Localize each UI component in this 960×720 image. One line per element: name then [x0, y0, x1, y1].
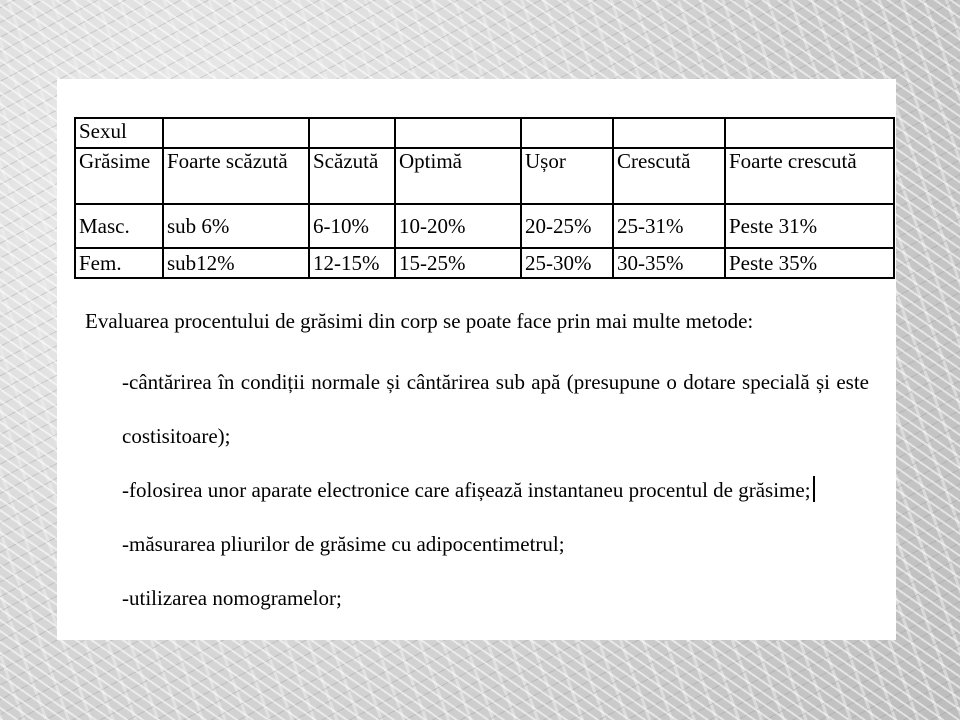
list-item: -cântărirea în condiții normale și cântărirea sub apă (presupune o dotare specială și este costisitoare);: [122, 370, 869, 448]
category-header: Crescută: [613, 148, 725, 204]
slide: [57, 79, 896, 640]
empty-cell: [309, 118, 395, 148]
table-cell: 30-35%: [613, 248, 725, 278]
table-header-row-sex: [75, 118, 894, 148]
methods-list: [122, 355, 869, 625]
table-header-row-categories: [75, 148, 894, 204]
empty-cell: [521, 118, 613, 148]
empty-cell: [613, 118, 725, 148]
category-header: Foarte crescută: [725, 148, 894, 204]
list-item-text: -folosirea unor aparate electronice care afișează instantaneu procentul de grăsime;: [122, 478, 811, 502]
category-header: Foarte scăzută: [163, 148, 309, 204]
table-cell: Peste 35%: [725, 248, 894, 278]
row-label: Masc.: [75, 204, 163, 248]
category-header: Ușor: [521, 148, 613, 204]
table-cell: 12-15%: [309, 248, 395, 278]
empty-cell: [163, 118, 309, 148]
category-header: Optimă: [395, 148, 521, 204]
table-cell: sub12%: [163, 248, 309, 278]
table-cell: 25-30%: [521, 248, 613, 278]
table-cell: 20-25%: [521, 204, 613, 248]
body-fat-table: [74, 117, 895, 279]
list-item: -utilizarea nomogramelor;: [122, 586, 342, 610]
corner-cell-sex: Sexul: [75, 118, 163, 148]
intro-paragraph: Evaluarea procentului de grăsimi din corp se poate face prin mai multe metode:: [85, 309, 754, 333]
corner-cell-fat: Grăsime: [75, 148, 163, 204]
table-cell: 15-25%: [395, 248, 521, 278]
table-cell: sub 6%: [163, 204, 309, 248]
table-cell: 25-31%: [613, 204, 725, 248]
list-item: -măsurarea pliurilor de grăsime cu adipocentimetrul;: [122, 532, 565, 556]
list-item: [122, 463, 869, 517]
text-cursor: [813, 476, 815, 502]
empty-cell: [725, 118, 894, 148]
table-row: [75, 248, 894, 278]
empty-cell: [395, 118, 521, 148]
methods-text: [85, 307, 875, 625]
table-row: [75, 204, 894, 248]
table-cell: 6-10%: [309, 204, 395, 248]
row-label: Fem.: [75, 248, 163, 278]
category-header: Scăzută: [309, 148, 395, 204]
table-cell: 10-20%: [395, 204, 521, 248]
table-cell: Peste 31%: [725, 204, 894, 248]
